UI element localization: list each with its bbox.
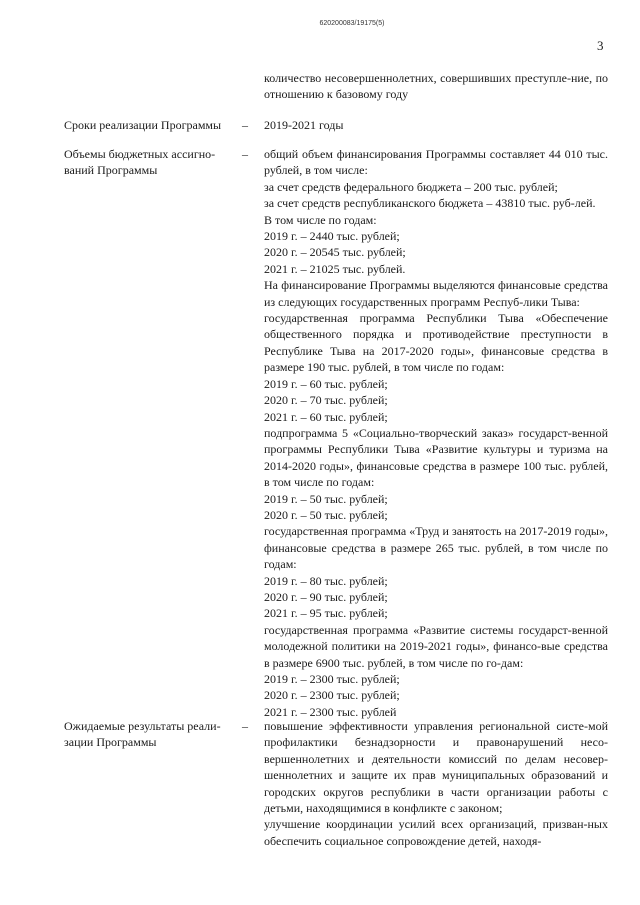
paragraph: 2020 г. – 2300 тыс. рублей; <box>264 688 400 703</box>
paragraph: повышение эффективности управления региональной систе-мой профилактики безнадзорности и правонарушений несо-вершеннолетних и деятельности комиссий по делам несовер-шеннолетних и защите их прав муниципальных образований и городских округов республики в части организации работы с детьми, находящимися в конфликте с законом; <box>264 719 608 816</box>
section-dash: – <box>242 118 248 132</box>
section-label: Сроки реализации Программы <box>64 118 222 132</box>
paragraph: На финансирование Программы выделяются финансовые средства из следующих государственных программ Респуб-лики Тыва: <box>264 278 608 309</box>
paragraph: 2019 г. – 80 тыс. рублей; <box>264 573 388 588</box>
paragraph: 2019 г. – 2440 тыс. рублей; <box>264 229 400 244</box>
section-content <box>264 718 608 849</box>
paragraph: 2019 г. – 60 тыс. рублей; <box>264 376 388 391</box>
paragraph: за счет средств федерального бюджета – 200 тыс. рублей; <box>264 179 558 194</box>
paragraph: государственная программа Республики Тыва «Обеспечение общественного порядка и противодействие преступности в Республике Тыва на 2017-2020 годы», финансовые средства в размере 190 тыс. рублей, в том числе по годам: <box>264 311 608 375</box>
paragraph: государственная программа «Труд и занятость на 2017-2019 годы», финансовые средства в размере 265 тыс. рублей, в том числе по годам: <box>264 524 608 572</box>
paragraph: за счет средств республиканского бюджета – 43810 тыс. руб-лей. <box>264 196 596 211</box>
paragraph: 2019-2021 годы <box>264 118 344 132</box>
paragraph: подпрограмма 5 «Социально-творческий заказ» государст-венной программы Республики Тыва «Развитие культуры и туризма на 2014-2020 годы», финансовые средства в размере 100 тыс. рублей, в том числе по годам: <box>264 425 608 490</box>
paragraph: 2019 г. – 50 тыс. рублей; <box>264 491 388 506</box>
paragraph: В том числе по годам: <box>264 212 377 227</box>
paragraph: общий объем финансирования Программы составляет 44 010 тыс. рублей, в том числе: <box>264 147 608 178</box>
intro-paragraph: количество несовершеннолетних, совершивших преступле-ние, по отношению к базовому году <box>264 71 608 102</box>
section-label: Ожидаемые результаты реали-зации Программы <box>64 719 221 750</box>
document-code: 620200083/19175(5) <box>319 20 385 27</box>
paragraph: государственная программа «Развитие системы государст-венной молодежной политики на 2019-2021 годы», финансо-вые средства в размере 6900 тыс. рублей, в том числе по го-дам: <box>264 622 608 670</box>
paragraph: 2021 г. – 60 тыс. рублей; <box>264 409 388 424</box>
paragraph: 2019 г. – 2300 тыс. рублей; <box>264 672 400 686</box>
paragraph: 2021 г. – 2300 тыс. рублей <box>264 704 397 719</box>
section-dash: – <box>242 719 248 733</box>
paragraph: 2020 г. – 20545 тыс. рублей; <box>264 245 406 260</box>
paragraph: 2020 г. – 70 тыс. рублей; <box>264 393 388 408</box>
section-label: Объемы бюджетных ассигно-ваний Программы <box>64 147 216 178</box>
page-number: 3 <box>597 38 604 53</box>
section-content <box>264 146 608 720</box>
paragraph: улучшение координации усилий всех организаций, призван-ных обеспечить социальное сопровождение детей, находя- <box>264 817 608 848</box>
section-content <box>264 117 608 133</box>
section-dash: – <box>242 147 248 161</box>
paragraph: 2020 г. – 90 тыс. рублей; <box>264 589 388 604</box>
paragraph: 2021 г. – 21025 тыс. рублей. <box>264 261 406 276</box>
paragraph: 2021 г. – 95 тыс. рублей; <box>264 606 388 621</box>
paragraph: 2020 г. – 50 тыс. рублей; <box>264 507 388 522</box>
